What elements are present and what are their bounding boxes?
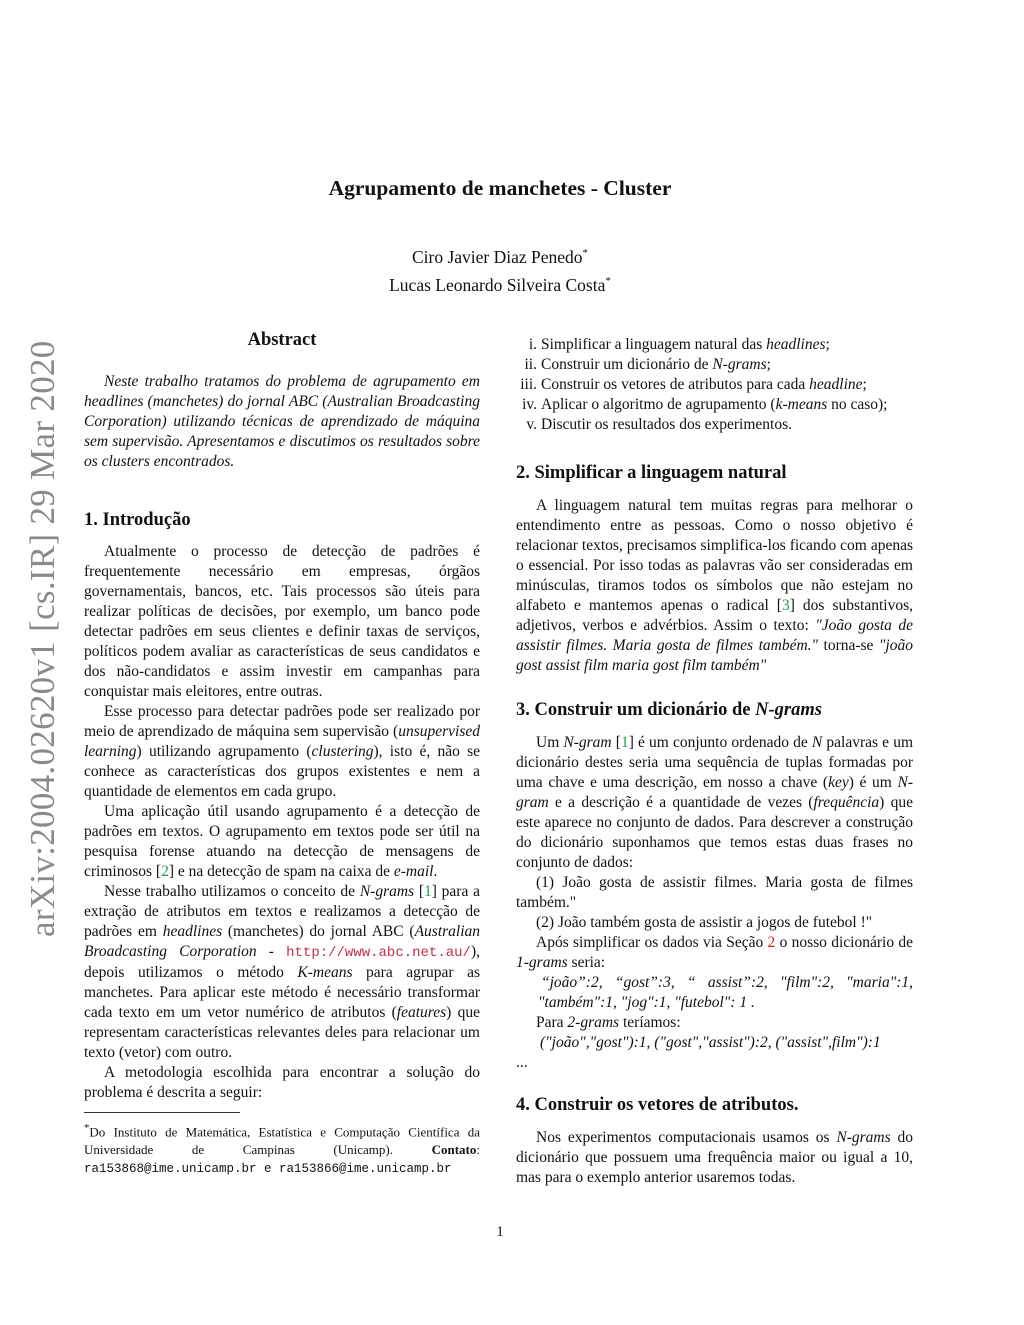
step-item: v. Discutir os resultados dos experimentos. [526,416,792,433]
author-footnote-mark[interactable]: * [582,247,589,259]
left-column [84,330,480,1178]
footnote: *Do Instituto de Matemática, Estatística e Computação Científica da Universidade de Campinas (Unicamp). Contato: ra153868@ime.unicamp.br e ra153866@ime.unicamp.br [84,1122,480,1177]
step-item: i. Simplificar a linguagem natural das headlines; [528,336,830,353]
paper-title: Agrupamento de manchetes - Cluster [328,176,672,200]
intro-paragraph: Uma aplicação útil usando agrupamento é a detecção de padrões em textos. O agrupamento em textos pode ser útil na pesquisa forense atuando na detecção de mensagens de criminosos [2] e na detecção de spam na caixa de e-mail. [84,803,480,880]
page-number: 1 [496,1224,504,1240]
intro-paragraph: A metodologia escolhida para encontrar a solução do problema é descrita a seguir: [84,1064,480,1101]
bigram-dictionary: ("joão","gost"):1, ("gost","assist"):2, ("assist",film"):1 [540,1034,881,1051]
example-sentence-2: (2) João também gosta de assistir a jogos de futebol !" [536,914,873,931]
section-3-paragraph: Para 2-grams teríamos: [536,1014,681,1031]
abstract-text: Neste trabalho tratamos do problema de agrupamento em headlines (manchetes) do jornal ABC (Australian Broadcasting Corporation) utilizando técnicas de aprendizado de máquina sem supervisão. Apresentamos e discutimos os resultados sobre os clusters encontrados. [84,373,480,470]
section-4-paragraph: Nos experimentos computacionais usamos os N-grams do dicionário que possuem uma frequência maior ou igual a 10, mas para o exemplo anterior usaremos todas. [516,1129,913,1186]
section-3-paragraph: Um N-gram [1] é um conjunto ordenado de N palavras e um dicionário destes seria uma sequência de tuplas formadas por uma chave e uma descrição, em nosso a chave (key) é um N-gram e a descrição é a quantidade de vezes (frequência) que este aparece no conjunto de dados. Para descrever a construção do dicionário suponhamos que temos estas duas frases no conjunto de dados: [516,734,914,871]
example-sentence-1: (1) João gosta de assistir filmes. Maria gosta de filmes também." [516,874,913,911]
intro-paragraph: Esse processo para detectar padrões pode ser realizado por meio de aprendizado de máquina sem supervisão (unsupervised learning) utilizando agrupamento (clustering), isto é, não se conhece as características dos grupos existentes e nem a quantidade de elementos em cada grupo. [84,703,480,800]
section-heading-introducao: 1. Introdução [84,510,191,530]
arxiv-side-identifier: arXiv:2004.02620v1 [cs.IR] 29 Mar 2020 [23,340,62,937]
unigram-dictionary: “joão”:2, “gost”:3, “ assist”:2, "film":2, "maria":1, "também":1, "jog":1, "futebol": 1 . [538,974,913,1011]
section-heading-simplificar: 2. Simplificar a linguagem natural [516,463,787,483]
intro-paragraph: Nesse trabalho utilizamos o conceito de N-grams [1] para a extração de atributos em textos e realizamos a detecção de padrões em headlines (manchetes) do jornal ABC (Australian Broadcasting Corporation - http://www.abc.net.au/), depois utilizamos o método K-means para agrupar as manchetes. Para aplicar este método é necessário transformar cada texto em um vetor numérico de atributos (features) que representam características relevantes deles para relacionar um texto (vetor) com outro. [84,883,481,1061]
section-heading-ngrams: 3. Construir um dicionário de N-grams [516,700,822,720]
step-item: iv. Aplicar o algoritmo de agrupamento (k-means no caso); [522,396,888,413]
abc-url-link[interactable]: http://www.abc.net.au/ [286,945,471,961]
abstract-heading: Abstract [247,330,317,350]
author-2: Lucas Leonardo Silveira Costa* [389,274,611,295]
contact-emails: ra153868@ime.unicamp.br e ra153866@ime.unicamp.br [84,1162,452,1177]
ellipsis: ... [516,1054,528,1071]
citation-link[interactable]: 3 [781,597,790,614]
author-footnote-mark[interactable]: * [605,274,611,287]
section-3-paragraph: Após simplificar os dados via Seção 2 o nosso dicionário de 1-grams seria: [516,934,913,971]
author-list [0,241,1000,297]
step-item: ii. Construir um dicionário de N-grams; [524,356,771,373]
methodology-steps [516,335,913,435]
author-1: Ciro Javier Diaz Penedo* [411,246,589,267]
right-column [516,335,913,1188]
footnote-divider [84,1112,240,1113]
section-heading-vetores: 4. Construir os vetores de atributos. [516,1095,799,1115]
citation-link[interactable]: 2 [161,863,169,880]
citation-link[interactable]: 1 [424,883,432,900]
citation-link[interactable]: 1 [620,734,629,751]
section-2-paragraph: A linguagem natural tem muitas regras para melhorar o entendimento entre as pessoas. Como o nosso objetivo é relacionar textos, precisamos simplifica-los ficando com apenas o essencial. Por isso todas as palavras vão ser consideradas em minúsculas, tiramos todos os símbolos que não estejam no alfabeto e mantemos apenas o radical [3] dos substantivos, adjetivos, verbos e advérbios. Assim o texto: "João gosta de assistir filmes. Maria gosta de filmes também." torna-se "joão gost assist film maria gost film também" [516,497,914,674]
section-reference-link[interactable]: 2 [767,934,776,951]
step-item: iii. Construir os vetores de atributos para cada headline; [520,376,867,393]
intro-paragraph: Atualmente o processo de detecção de padrões é frequentemente necessário em empresas, órgãos governamentais, bancos, etc. Tais processos são úteis para realizar políticas de decisões, por exemplo, um banco pode detectar padrões em seus clientes e definir taxas de serviços, políticos podem avaliar as características de seus candidatos e dos não-candidatos e assim investir em campanhas para conquistar mais eleitores, entre outras. [84,543,480,700]
